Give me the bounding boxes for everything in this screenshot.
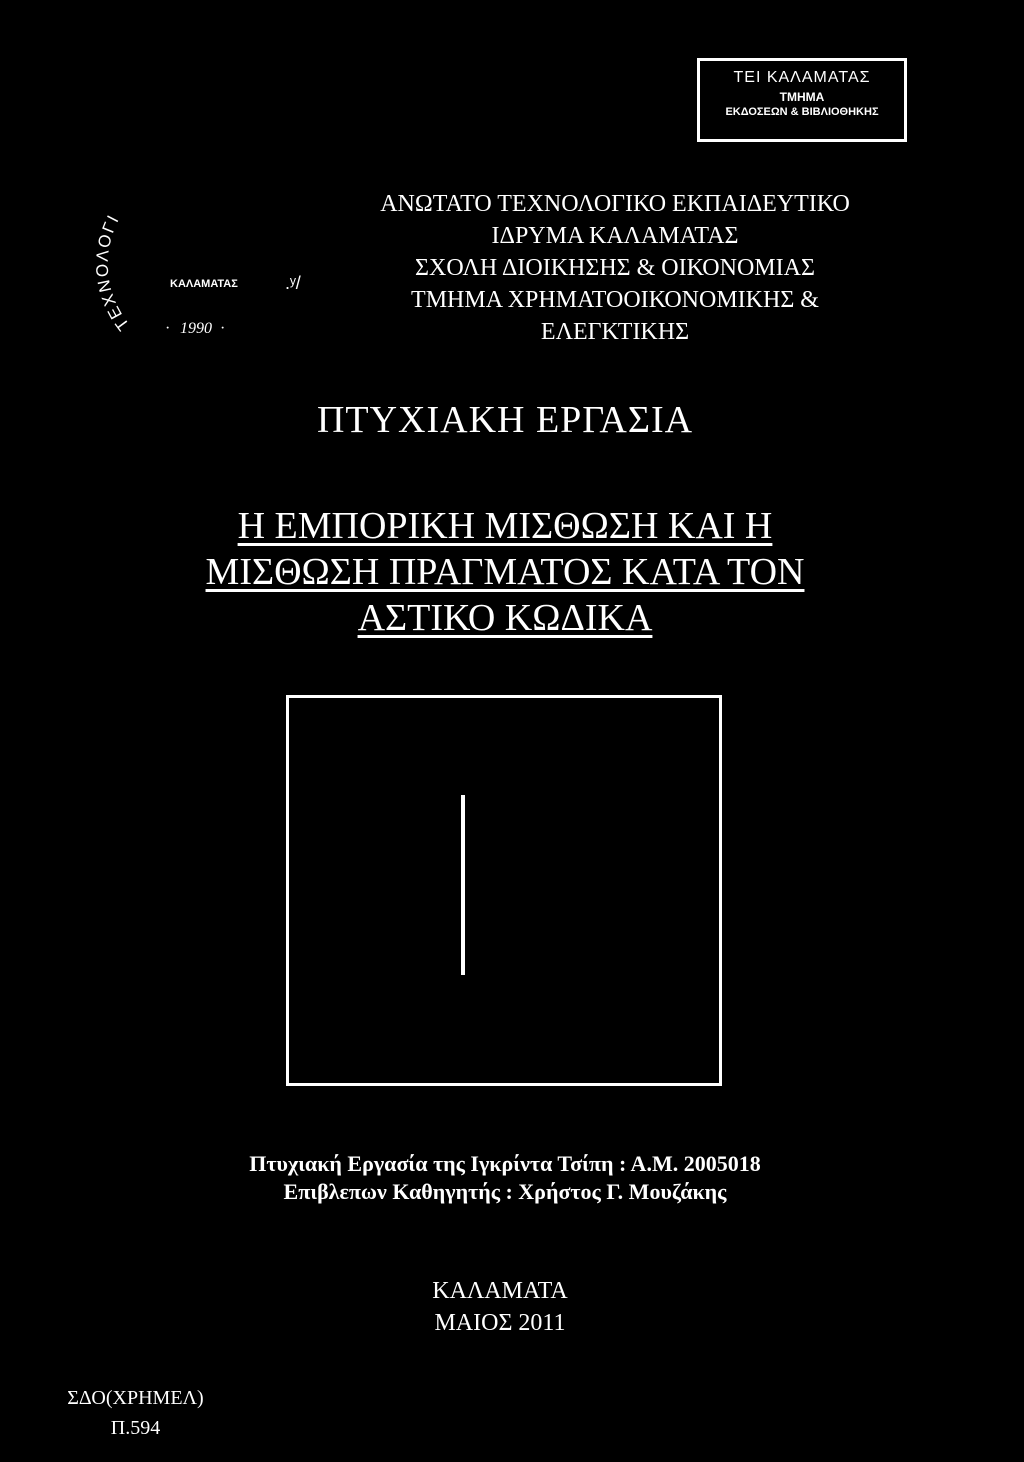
place-city: ΚΑΛΑΜΑΤΑ: [432, 1278, 568, 1304]
place-date-text: ΜΑΙΟΣ 2011: [434, 1310, 566, 1336]
catalog-line-2: Π.594: [110, 1417, 161, 1439]
thesis-title: [0, 503, 1010, 641]
seal-year-text: 1990: [180, 320, 212, 337]
header-line-3: ΣΧΟΛΗ ΔΙΟΙΚΗΣΗΣ & ΟΙΚΟΝΟΜΙΑΣ: [415, 255, 815, 281]
stamp-line-2: ΤΜΗΜΑ: [779, 89, 825, 104]
seal-city-text: ΚΑΛΑΜΑΤΑΣ: [170, 278, 238, 290]
svg-text:.ʸ/: .ʸ/: [285, 273, 301, 293]
institution-header: [330, 188, 900, 348]
svg-text:·: ·: [165, 320, 171, 337]
svg-text:·: ·: [220, 320, 226, 337]
header-line-4: ΤΜΗΜΑ ΧΡΗΜΑΤΟΟΙΚΟΝΟΜΙΚΗΣ &: [411, 287, 819, 313]
institution-seal-icon: [90, 175, 315, 345]
library-stamp: [697, 58, 907, 142]
author-line: Πτυχιακή Εργασία της Ιγκρίντα Τσίπη : Α.Μ. 2005018: [249, 1151, 761, 1176]
svg-text:ΤΕΧΝΟΛΟΓΙ: [93, 211, 134, 335]
seal-top-text: ΤΕΧΝΟΛΟΓΙ: [92, 210, 134, 335]
place-date: [0, 1275, 1000, 1339]
stamp-line-1: ΤΕΙ ΚΑΛΑΜΑΤΑΣ: [733, 69, 871, 86]
supervisor-line: Επιβλεπων Καθηγητής : Χρήστος Γ. Μουζάκης: [283, 1179, 727, 1204]
vertical-bar-mark: [461, 795, 465, 975]
author-info: [0, 1150, 1010, 1206]
header-line-1: ΑΝΩΤΑΤΟ ΤΕΧΝΟΛΟΓΙΚΟ ΕΚΠΑΙΔΕΥΤΙΚΟ: [380, 191, 850, 217]
header-line-5: ΕΛΕΓΚΤΙΚΗΣ: [540, 319, 690, 345]
catalog-code: [48, 1383, 223, 1443]
header-line-2: ΙΔΡΥΜΑ ΚΑΛΑΜΑΤΑΣ: [491, 223, 739, 249]
document-type: ΠΤΥΧΙΑΚΗ ΕΡΓΑΣΙΑ: [316, 399, 694, 441]
title-line-3: ΑΣΤΙΚΟ ΚΩΔΙΚΑ: [357, 597, 653, 639]
title-line-1: Η ΕΜΠΟΡΙΚΗ ΜΙΣΘΩΣΗ ΚΑΙ Η: [237, 505, 773, 547]
image-frame: [286, 695, 722, 1086]
catalog-line-1: ΣΔΟ(ΧΡΗΜΕΛ): [67, 1387, 204, 1409]
stamp-line-3: ΕΚΔΟΣΕΩΝ & ΒΙΒΛΙΟΘΗΚΗΣ: [725, 105, 879, 118]
title-line-2: ΜΙΣΘΩΣΗ ΠΡΑΓΜΑΤΟΣ ΚΑΤΑ ΤΟΝ: [205, 551, 805, 593]
